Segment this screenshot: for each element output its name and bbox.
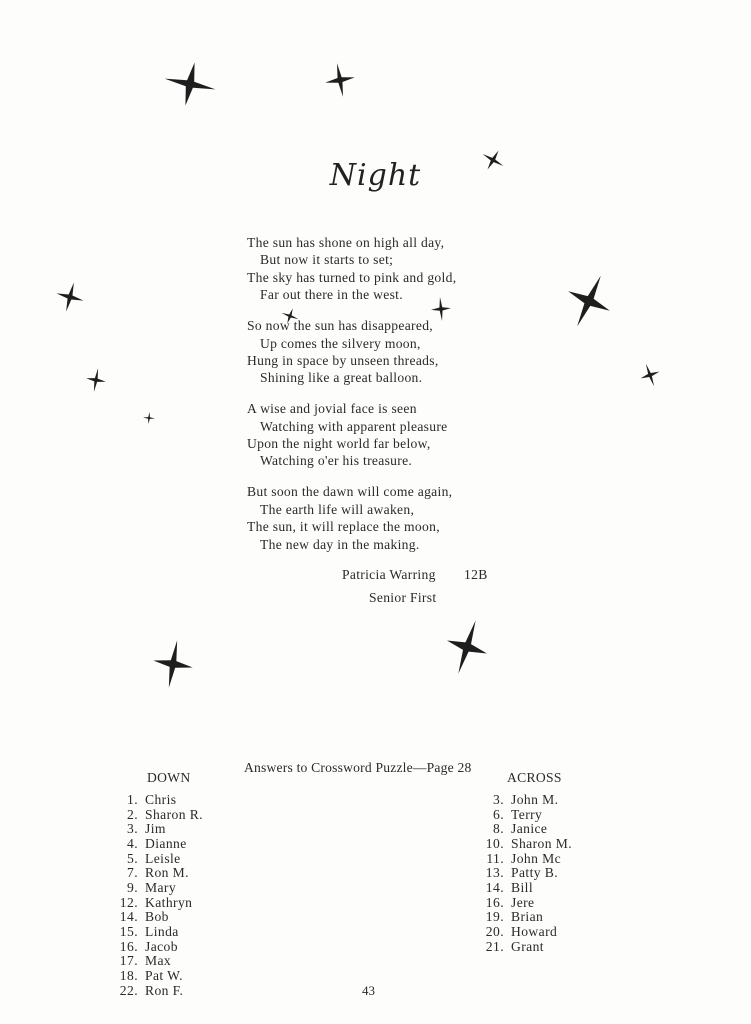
list-item: 3. Jim [127,821,166,837]
star-icon [636,360,663,389]
list-item: 14. Bob [119,909,169,925]
poem-line: Far out there in the west. [260,287,403,303]
poem-stanza [247,400,547,470]
poem-line: So now the sun has disappeared, [247,318,433,334]
list-item: 17. Max [119,953,172,969]
list-item: 16. Jere [485,894,535,910]
list-item: 21. Grant [485,938,544,954]
list-item: 5. Leisle [127,850,181,866]
list-item: 7. Ron M. [127,865,189,881]
poem-line: A wise and jovial face is seen [247,401,417,417]
poem-line: Hung in space by unseen threads, [247,352,439,368]
list-item: 6. Terry [493,806,543,822]
poem-author: Patricia Warring [342,567,436,582]
list-item: 13. Patty B. [485,865,559,881]
list-item: 4. Dianne [127,835,187,851]
list-item: 15. Linda [119,923,179,939]
down-heading: DOWN [147,770,191,785]
poem-line: The sun has shone on high all day, [247,235,445,250]
poem-stanza [247,234,547,304]
list-item: 14. Bill [485,879,533,895]
across-list [476,793,572,954]
poem-line: But now it starts to set; [260,252,394,268]
star-icon [149,637,197,691]
page-number: 43 [362,983,375,998]
list-item: 2. Sharon R. [127,806,203,822]
poem-stanza [247,483,547,553]
answers-title: Answers to Crossword Puzzle—Page 28 [244,760,472,775]
poem-line: Upon the night world far below, [247,436,431,452]
poem-line: Shining like a great balloon. [260,370,423,386]
across-heading: ACROSS [507,770,562,785]
down-list [110,793,203,998]
poem-line: The sky has turned to pink and gold, [247,269,457,285]
poem-stanza [247,317,547,387]
poem-title: Night [329,158,422,193]
poem-line: But soon the dawn will come again, [247,484,453,500]
list-item: 3. John M. [493,792,559,807]
star-icon [53,279,88,315]
poem-line: Watching o'er his treasure. [260,453,413,469]
poem-line: The earth life will awaken, [260,501,415,517]
poem-award: Senior First [369,590,437,605]
list-item: 10. Sharon M. [485,835,572,851]
poem-line: Watching with apparent pleasure [260,418,448,434]
poem-body [247,234,547,567]
star-icon [160,57,220,111]
star-icon [556,266,621,336]
list-item: 16. Jacob [119,938,178,954]
star-icon [438,614,495,680]
list-item: 1. Chris [127,792,177,807]
poem-grade: 12B [464,567,488,582]
list-item: 19. Brian [485,909,544,925]
poem-line: Up comes the silvery moon, [260,335,421,351]
poem-line: The sun, it will replace the moon, [247,519,440,535]
star-icon [142,411,155,424]
list-item: 20. Howard [485,923,558,939]
list-item: 18. Pat W. [119,967,183,983]
list-item: 8. Janice [493,821,548,837]
list-item: 22. Ron F. [119,982,184,998]
list-item: 9. Mary [127,879,177,895]
poem-line: The new day in the making. [260,536,420,552]
list-item: 11. John Mc [486,850,561,866]
list-item: 12. Kathryn [119,894,193,910]
star-icon [322,61,357,100]
star-icon [84,366,108,393]
